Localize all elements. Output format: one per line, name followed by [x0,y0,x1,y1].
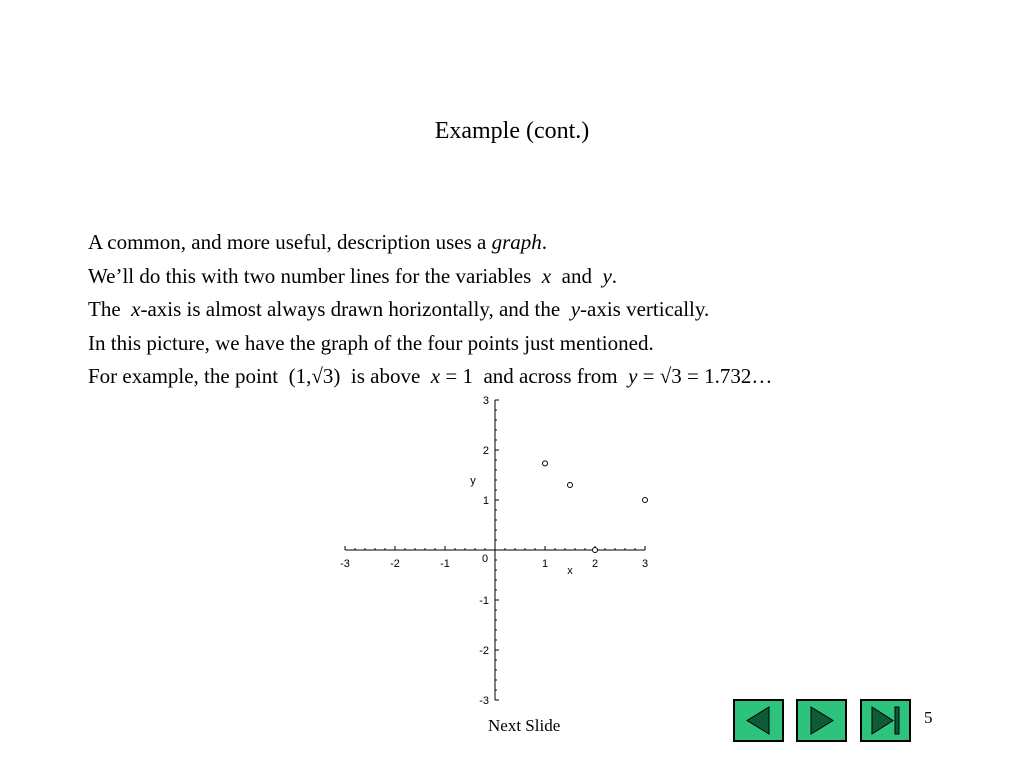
x-tick-label: -2 [390,558,400,570]
y-tick-label: 3 [482,395,489,407]
x-tick-label: 3 [641,558,649,570]
x-tick-label: 0 [481,553,489,565]
body-line [88,226,968,260]
math-variable: y [628,364,638,388]
text-run: and [551,263,603,288]
x-tick-label: 1 [541,558,549,570]
text-run: = √3 = 1.732… [637,364,773,388]
coordinate-graph [300,390,720,720]
math-variable: y [602,263,612,288]
y-tick-label: -1 [479,595,489,607]
math-variable: graph [491,230,542,254]
text-run: . [611,263,618,288]
math-variable: y [570,297,581,321]
body-line [88,360,968,394]
data-point [568,483,573,488]
math-variable: x [430,364,441,388]
text-run: For example, the point (1,√3) is above [88,364,431,388]
data-point [543,461,548,466]
math-variable: x [541,263,552,288]
slide-body [88,226,968,394]
text-run: . [541,230,548,254]
y-tick-label: 2 [482,445,489,457]
page-number: 5 [924,708,933,727]
math-variable: x [131,297,141,321]
data-point [593,548,598,553]
y-tick-label: -2 [479,645,489,657]
text-run: = 1 and across from [440,364,629,388]
text-run: -axis vertically. [580,297,710,321]
triangle-right-icon [798,701,845,740]
x-tick-label: 2 [591,558,599,570]
text-run: -axis is almost always drawn horizontally, and the [140,297,571,321]
body-line [88,327,968,361]
body-line [88,260,968,294]
triangle-right-bar-icon [862,701,909,740]
x-tick-label: -3 [340,558,350,570]
last-slide-button[interactable] [860,699,911,742]
text-run: A common, and more useful, description uses a [88,230,492,254]
next-slide-link[interactable]: Next Slide [488,716,561,735]
text-run: In this picture, we have the graph of the four points just mentioned. [88,330,654,355]
text-run: The [88,297,132,321]
x-axis-label: x [567,565,573,577]
data-point [643,498,648,503]
first-slide-button[interactable] [733,699,784,742]
y-axis-label: y [470,475,476,487]
text-run: We’ll do this with two number lines for the variables [88,263,542,288]
triangle-left-icon [735,701,782,740]
y-tick-label: -3 [479,695,489,707]
next-slide-button[interactable] [796,699,847,742]
x-tick-label: -1 [440,558,450,570]
slide-title: Example (cont.) [434,118,590,144]
y-tick-label: 1 [482,495,489,507]
body-line [88,293,968,327]
